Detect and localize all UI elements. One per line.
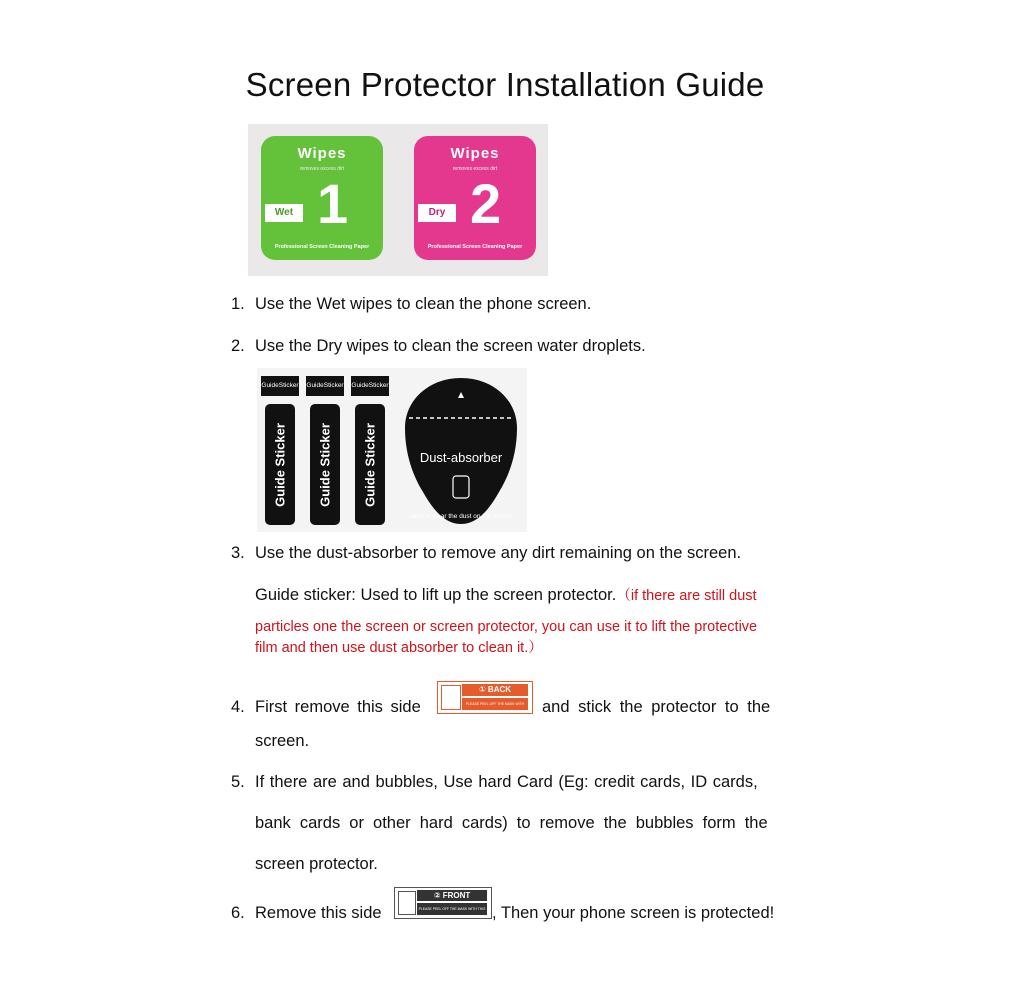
wipe-brand: Wipes (450, 145, 500, 162)
front-label-image (394, 887, 492, 923)
wipe-number: 1 (317, 172, 349, 235)
guide-sticker (355, 404, 385, 525)
wipe-footer: Professional Screen Cleaning Paper (427, 244, 523, 250)
step-number: 2. (231, 337, 245, 355)
step-text: Use the Dry wipes to clean the screen water droplets. (255, 337, 646, 355)
front-badge: ② FRONT (417, 890, 487, 901)
step-text: Use the Wet wipes to clean the phone screen. (255, 295, 592, 313)
step-text: First remove this side (255, 698, 421, 716)
guide-sticker-label: Guide Sticker (317, 422, 333, 507)
step-text: Remove this side (255, 904, 382, 922)
peel-icon (441, 685, 461, 710)
front-fine-print: PLEASE PEEL OFF THE MASK WITH THIS STICKER (417, 903, 487, 915)
guide-sticker (310, 404, 340, 525)
step-5-line: screen protector. (255, 855, 378, 873)
guide-sticker-tab: GuideSticker (351, 376, 389, 396)
back-fine-print: PLEASE PEEL OFF THE MASK WITH THIS STICKER (462, 698, 528, 710)
step-text: Use the dust-absorber to remove any dirt remaining on the screen. (255, 544, 742, 562)
guide-note-text: Guide sticker: Used to lift up the screen protector. (255, 586, 617, 604)
sticker-image (257, 368, 527, 532)
back-badge: ① BACK (462, 684, 528, 696)
dust-absorber (399, 376, 523, 526)
guide-sticker-label: Guide Sticker (272, 422, 288, 507)
wipe-tagline: removes excess dirt (452, 166, 498, 172)
dust-absorber-caption: used to clear the dust on the screen (409, 513, 513, 520)
dry-tag: Dry (418, 204, 456, 222)
guide-note (255, 584, 757, 607)
step-number: 4. (231, 698, 245, 716)
guide-sticker-label: Guide Sticker (362, 422, 378, 507)
step-text: and stick the protector to the (542, 698, 771, 716)
page-title: Screen Protector Installation Guide (245, 66, 765, 103)
guide-sticker-tab: GuideSticker (261, 376, 299, 396)
wipes-image (248, 124, 548, 276)
wipe-tagline: removes excess dirt (299, 166, 345, 172)
back-label-image (437, 681, 533, 718)
wipe-brand: Wipes (297, 145, 347, 162)
peel-icon (398, 891, 416, 915)
warning-note-line: particles one the screen or screen protector, you can use it to lift the protective (255, 619, 758, 635)
guide-sticker-tab: GuideSticker (306, 376, 344, 396)
dust-absorber-label: Dust-absorber (419, 450, 503, 465)
guide-sticker (265, 404, 295, 525)
wet-tag: Wet (265, 204, 303, 222)
warning-note-line: film and then use dust absorber to clean it.） (255, 640, 543, 656)
step-5-line: bank cards or other hard cards) to remove the bubbles form the (255, 814, 768, 832)
step-text: , Then your phone screen is protected! (492, 904, 775, 922)
dry-wipe-packet (414, 136, 536, 260)
wet-wipe-packet (261, 136, 383, 260)
wipe-footer: Professional Screen Cleaning Paper (274, 244, 370, 250)
step-number: 1. (231, 295, 245, 313)
step-number: 6. (231, 904, 245, 922)
step-4-continued: screen. (255, 732, 310, 750)
step-text: If there are and bubbles, Use hard Card (Eg: credit cards, ID cards, (255, 773, 758, 791)
step-number: 3. (231, 544, 245, 562)
warning-note-start: （if there are still dust (616, 588, 757, 604)
wipe-number: 2 (470, 172, 502, 235)
step-number: 5. (231, 773, 245, 791)
